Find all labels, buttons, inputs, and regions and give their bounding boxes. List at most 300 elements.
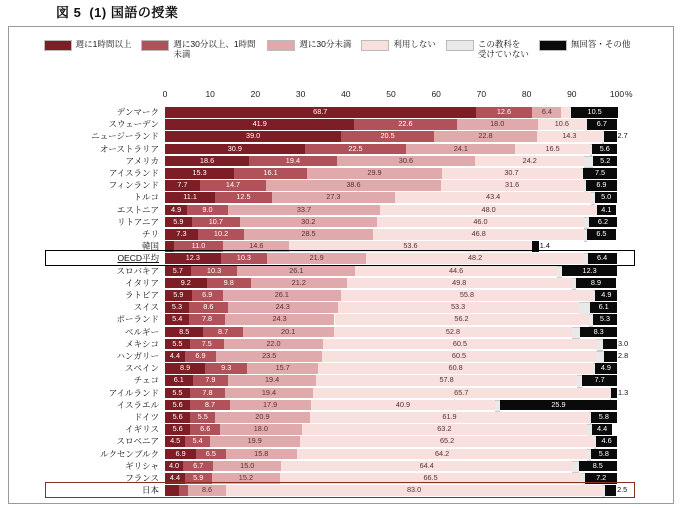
bar-segment [205,363,247,374]
segment-value: 53.6 [403,241,418,251]
legend-label: この教科を 受けていない [477,39,529,59]
row-bars [165,168,617,179]
row-label: フランス [125,473,159,483]
segment-value: 20.9 [255,412,270,421]
segment-value: 4.9 [600,363,611,373]
bar-segment [395,192,591,203]
segment-value: 7.8 [202,387,213,397]
segment-value: 8.6 [203,302,214,312]
bar-segment [341,131,434,142]
segment-value: 1.4 [539,241,550,251]
segment-value: 4.4 [596,424,608,434]
row-label: チェコ [133,375,159,386]
bar-segment [475,156,584,167]
legend-label: 利用しない [393,39,436,49]
segment-value: 8.5 [179,326,190,336]
japan-highlight [45,482,635,498]
bar-segment [200,180,266,191]
legend-item [141,39,257,59]
bar-segment [593,156,617,167]
bar-segment [583,168,617,179]
bar-segment [354,119,456,130]
row-label: メキシコ [125,338,159,349]
legend-label: 週に1時間以上 [75,39,132,49]
segment-value: 6.6 [200,424,211,434]
segment-value: 12.3 [185,253,200,263]
bar-segment [237,266,355,277]
legend-label: 無回答・その他 [570,39,631,49]
segment-value: 6.1 [173,375,184,385]
row-label: スロバキア [116,265,159,276]
segment-value: 4.9 [601,290,612,299]
bar-segment [216,351,322,362]
bar-segment [587,229,616,240]
bar-segment [311,400,496,411]
bar-segment [244,229,373,240]
bar-segment [165,192,215,203]
segment-value: 12.3 [582,265,597,275]
segment-value: 22.5 [348,143,363,153]
bar-segment [226,449,297,460]
row-label: 韓国 [141,241,159,252]
bar-segment [338,302,579,313]
bar-segment [183,461,213,472]
bar-segment [165,339,190,350]
segment-value: 4.4 [169,473,181,482]
row-label: スイス [133,302,159,313]
bar-segment [596,436,617,447]
bar-segment [192,290,223,301]
bar-segment [165,302,189,313]
chart-frame [8,26,674,504]
legend-label: 週に30分未満 [299,39,352,49]
segment-value: 24.3 [275,302,290,312]
bar-segment [538,119,586,130]
bar-segment [537,131,602,142]
segment-value: 5.4 [192,436,203,446]
legend-swatch [267,40,295,51]
row-bars [165,436,617,447]
segment-value: 7.5 [201,338,212,348]
bar-segment [228,302,338,313]
row-bars [165,412,617,423]
segment-value: 46.0 [473,216,488,226]
bar-segment [210,436,300,447]
bar-segment [165,217,192,228]
bar-segment [165,461,183,472]
row-bars [165,180,617,191]
axis-tick: 40 [341,89,351,99]
row-bars [165,229,617,240]
segment-value: 64.2 [434,448,450,458]
bar-segment [165,107,476,118]
bar-segment [223,290,341,301]
bar-segment [190,424,220,435]
segment-value: 8.5 [592,460,603,470]
bar-segment [305,144,407,155]
row-label: イスラエル [116,399,159,410]
segment-value: 43.4 [486,192,501,202]
segment-value: 9.3 [221,363,232,373]
segment-value: 30.2 [301,216,316,226]
bar-segment [515,144,590,155]
segment-value: 8.7 [217,326,229,336]
row-bars [165,192,617,203]
bar-segment [165,131,341,142]
segment-value: 56.2 [454,314,469,324]
segment-value: 10.7 [208,216,223,226]
row-label: フィンランド [108,180,159,191]
segment-value: 52.8 [445,326,461,336]
segment-value: 8.9 [180,363,191,373]
segment-value: 11.0 [191,241,206,251]
segment-value: 9.8 [223,277,234,287]
bar-segment [302,424,588,435]
axis-tick: 0 [162,89,168,99]
bar-segment [203,327,242,338]
segment-value: 23.5 [262,351,277,360]
segment-value: 18.6 [199,155,215,165]
bar-segment [603,339,617,350]
segment-value: 7.5 [594,168,606,177]
segment-value: 4.4 [169,351,181,360]
bar-segment [190,400,229,411]
row-label: アイルランド [108,387,159,398]
page-title [56,2,178,21]
segment-value: 53.3 [451,302,466,312]
segment-value: 6.9 [596,180,607,190]
segment-value: 2.7 [617,131,628,141]
row-label: ポーランド [116,314,159,325]
axis-tick: 20 [250,89,261,99]
bar-segment [165,278,207,289]
segment-value: 6.5 [205,448,216,458]
bar-segment [165,144,305,155]
segment-value: 12.5 [236,192,251,202]
segment-value: 5.3 [171,302,183,312]
bar-segment [165,424,190,435]
segment-value: 11.1 [183,192,197,202]
bar-segment [297,449,587,460]
segment-value: 10.2 [213,229,229,238]
segment-value: 3.0 [618,338,629,348]
legend-swatch [44,40,72,51]
bar-segment [337,156,475,167]
segment-value: 49.8 [452,277,467,287]
segment-value: 5.5 [197,412,208,421]
segment-value: 8.9 [590,277,602,287]
segment-value: 16.1 [263,168,278,177]
segment-value: 10.3 [236,253,251,263]
bar-segment [593,314,617,325]
bar-segment [595,192,618,203]
segment-value: 38.6 [346,180,361,190]
axis-tick: 90 [567,89,577,99]
bar-segment [377,217,585,228]
bar-segment [251,278,347,289]
segment-value: 7.2 [596,473,607,482]
bar-segment [500,400,617,411]
row-label: エストニア [116,204,159,215]
segment-value: 5.8 [598,448,609,458]
segment-value: 5.4 [172,314,183,324]
segment-value: 4.0 [168,460,180,470]
bar-segment [266,180,440,191]
segment-value: 14.3 [562,131,577,141]
row-label: 日本 [141,485,159,496]
bar-segment [318,363,593,374]
bar-segment [373,229,585,240]
bar-segment [165,351,185,362]
plot-area [9,105,675,501]
segment-value: 15.0 [240,460,255,470]
bar-segment [190,388,225,399]
row-label: ニュージーランド [91,131,159,142]
row-label: リトアニア [117,216,159,227]
bar-segment [190,412,215,423]
row-bars [165,363,617,374]
bar-segment [307,168,442,179]
bar-segment [579,461,617,472]
row-label: スロベニア [116,436,159,447]
segment-value: 22.6 [398,119,413,129]
bar-segment [165,449,196,460]
segment-value: 60.8 [448,363,463,373]
segment-value: 21.9 [309,253,324,263]
segment-value: 18.0 [490,119,505,129]
segment-value: 30.6 [398,155,413,165]
bar-segment [611,388,617,399]
bar-segment [165,168,234,179]
bar-segment [334,327,573,338]
segment-value: 5.8 [598,412,609,421]
row-label: アイスランド [108,168,159,178]
row-label: ドイツ [133,412,159,422]
segment-value: 26.1 [274,290,289,299]
segment-value: 22.8 [478,131,493,141]
bar-segment [230,400,311,411]
bar-segment [189,314,224,325]
bar-segment [193,375,229,386]
row-label: トルコ [133,192,159,203]
bar-segment [347,278,572,289]
segment-value: 18.0 [253,424,268,434]
segment-value: 30.9 [227,143,242,153]
legend-item [446,39,529,59]
segment-value: 14.6 [249,241,264,251]
segment-value: 7.7 [177,180,188,190]
bar-segment [165,388,190,399]
segment-value: 25.9 [551,399,566,409]
segment-value: 66.5 [423,473,438,482]
segment-value: 41.9 [252,119,267,129]
bar-segment [562,266,618,277]
segment-value: 6.7 [596,119,607,129]
bar-segment [380,205,597,216]
segment-value: 48.0 [481,204,496,214]
row-bars [165,375,617,386]
bar-segment [198,229,244,240]
bar-segment [165,436,185,447]
legend-swatch [539,40,567,51]
segment-value: 9.0 [202,204,213,214]
x-axis [9,89,675,103]
bar-segment [355,266,557,277]
axis-unit: % [625,89,633,99]
bar-segment [595,290,617,301]
bar-segment [185,351,216,362]
bar-segment [215,412,309,423]
row-bars [165,107,617,118]
segment-value: 4.1 [601,204,612,214]
bar-segment [592,144,617,155]
segment-value: 15.2 [238,473,253,482]
row-bars [165,424,617,435]
bar-segment [281,461,572,472]
segment-value: 55.8 [459,290,475,299]
segment-value: 26.1 [289,265,304,275]
bar-segment [597,205,616,216]
segment-value: 12.6 [496,107,512,116]
segment-value: 5.0 [601,192,612,202]
segment-value: 6.7 [193,460,204,470]
bar-segment [434,131,537,142]
bar-segment [234,168,307,179]
segment-value: 5.7 [172,265,183,275]
segment-value: 5.6 [172,424,183,434]
chart-legend [9,39,675,59]
bar-segment [580,327,618,338]
bar-segment [165,229,198,240]
segment-value: 65.7 [454,387,469,397]
row-label: イタリア [124,277,159,288]
bar-segment [243,327,334,338]
bar-segment [189,302,228,313]
bar-segment [165,400,190,411]
segment-value: 19.4 [261,387,277,397]
segment-value: 6.5 [596,229,607,238]
bar-segment [532,107,561,118]
segment-value: 15.3 [192,168,207,177]
legend-item [267,39,351,59]
axis-tick: 100 [609,89,625,99]
bar-segment [249,156,337,167]
segment-value: 6.4 [541,107,552,116]
bar-segment [165,412,190,423]
segment-value: 60.5 [452,338,468,348]
segment-value: 14.7 [225,180,241,190]
row-label: オーストラリア [99,143,159,154]
row-label: ハンガリー [116,351,159,361]
segment-value: 4.5 [170,436,181,446]
bar-segment [225,388,313,399]
segment-value: 63.2 [437,424,452,434]
bar-segment [341,290,593,301]
bar-segment [604,351,617,362]
segment-value: 5.6 [172,399,183,409]
segment-value: 44.6 [448,265,464,275]
row-bars [165,290,617,301]
row-label: スペイン [124,363,159,374]
bar-segment [165,119,354,130]
bar-segment [313,388,610,399]
legend-swatch [361,40,389,51]
segment-value: 5.5 [172,338,183,348]
bar-segment [406,144,515,155]
bar-segment [165,327,203,338]
legend-item [539,39,631,59]
bar-segment [190,339,224,350]
row-bars [165,338,629,350]
segment-value: 83.0 [406,485,422,495]
segment-value: 65.2 [439,436,455,446]
axis-tick: 30 [295,89,306,99]
row-bars [165,302,617,313]
row-bars [165,119,617,130]
bar-segment [165,156,249,167]
row-bars [165,156,617,167]
bar-segment [576,278,616,289]
segment-value: 5.6 [599,143,610,153]
row-label: チリ [141,229,159,239]
segment-value: 28.5 [301,229,316,238]
row-bars [165,205,617,216]
row-bars [165,314,617,325]
legend-item [44,39,132,59]
segment-value: 6.2 [597,216,609,226]
segment-value: 10.5 [587,107,602,116]
bar-segment [196,449,225,460]
bar-segment [191,266,238,277]
segment-value: 8.7 [204,399,216,409]
segment-value: 4.6 [601,436,612,446]
row-label: ラトビア [124,290,159,300]
segment-value: 27.3 [326,192,341,202]
row-bars [165,461,617,472]
segment-value: 24.3 [272,314,287,324]
bar-segment [587,119,617,130]
segment-value: 17.9 [262,399,278,409]
bar-segment [215,192,272,203]
bar-segment [165,266,191,277]
row-label: OECD平均 [117,253,159,264]
bar-segment [591,449,617,460]
segment-value: 8.3 [593,326,604,336]
row-bars [165,217,617,228]
row-bars [165,266,617,277]
bar-segment [225,314,335,325]
legend-label: 週に30分以上、1時間未満 [173,39,256,59]
segment-value: 40.9 [395,399,411,409]
bar-segment [187,205,228,216]
segment-value: 24.1 [453,143,468,153]
bar-segment [165,290,192,301]
legend-swatch [446,40,474,51]
bar-segment [228,375,316,386]
axis-tick: 50 [386,89,396,99]
segment-value: 2.8 [618,351,629,360]
segment-value: 19.9 [247,436,262,446]
segment-value: 19.4 [265,375,280,385]
row-bars [165,449,617,460]
bar-segment [323,339,596,350]
bar-segment [591,412,617,423]
segment-value: 9.2 [180,277,191,287]
row-bars [165,327,617,338]
segment-value: 4.9 [170,204,182,214]
segment-value: 7.9 [205,375,216,385]
segment-value: 7.3 [176,229,187,238]
